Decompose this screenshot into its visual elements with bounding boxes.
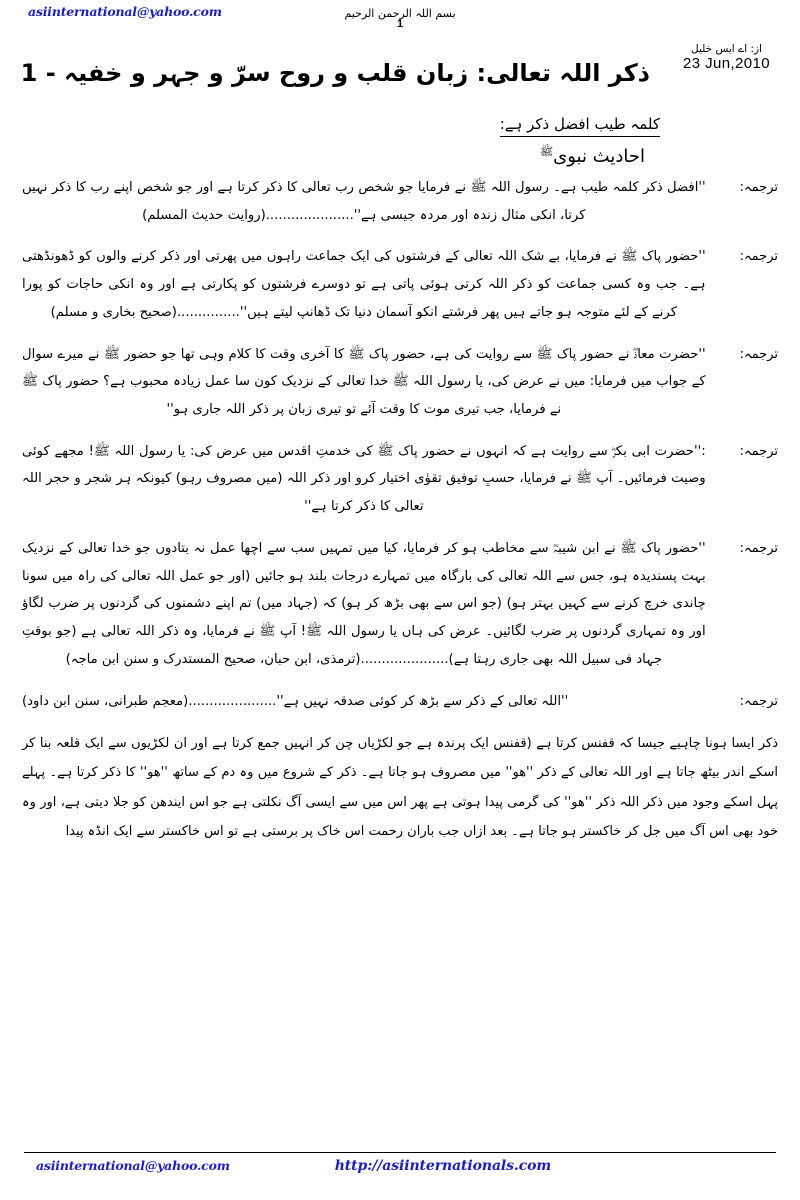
- subsection-heading: [0, 143, 800, 170]
- translation-label: ترجمہ:: [739, 693, 778, 709]
- translation-paragraph: [22, 341, 778, 424]
- translation-label: ترجمہ:: [739, 540, 778, 556]
- translation-label: ترجمہ:: [739, 443, 778, 459]
- translation-paragraph: [22, 243, 778, 326]
- bismillah-text: بسم اللہ الرحمن الرحیم: [344, 7, 456, 20]
- translation-text: ''حضور پاک ﷺ نے ابن شیبہؓ سے مخاطب ہو کر فرمایا، کیا میں تمہیں سب سے اچھا عمل نہ بتادوں جو خدا تعالی کے نزدیک بہت پسندیدہ ہو، جس سے اللہ تعالی کی بارگاہ میں تمہارے درجات بلند ہو جائیں (اور جو عمل اللہ تعالی کی راہ میں سونا چاندی خرچ کرنے سے کہیں بہتر ہو) (جو اس سے بھی بڑھ کر ہو) کہ (جہاد میں) تم اپنے دشمنوں کی گردنوں پر ضرب لگاؤ اور وہ تمہاری گردنوں پر ضرب لگائیں۔ عرض کی ہاں یا رسول اللہ ﷺ! آپ ﷺ نے فرمایا، وہ ذکر اللہ تعالی ہے (جو بوقتِ جہاد فی سبیل اللہ بھی جاری رہتا ہے).....................(ترمذی، ابن حبان، صحیح المستدرک و سنن ابن ماجہ): [22, 540, 706, 667]
- closing-paragraph: [22, 729, 778, 846]
- footer-divider: [24, 1152, 776, 1153]
- translation-text: ''حضور پاک ﷺ نے فرمایا، بے شک اللہ تعالی کے فرشتوں کی ایک جماعت راہوں میں پھرتی اور ذکر کرنے والوں کو ڈھونڈھتی ہے۔ جب وہ کسی جماعت کو ذکر اللہ کرتی ہوئی پاتی ہے تو دوسرے فرشتوں کو پکارتی ہے اور وہ انکی حاجات کو پورا کرنے کے لئے متوجہ ہو جاتے ہیں پھر فرشتے انکو آسمان دنیا تک ڈھانپ لیتے ہیں''...............(صحیح بخاری و مسلم): [22, 249, 706, 320]
- footer-email-address[interactable]: asiinternational@yahoo.com: [36, 1158, 230, 1173]
- translation-text: ''اللہ تعالی کے ذکر سے بڑھ کر کوئی صدقہ نہیں ہے''.....................(معجم طبرانی، سنن ابن داود): [22, 693, 569, 709]
- translation-paragraph: [22, 535, 778, 674]
- section-heading-label: کلمہ طیب افضل ذکر ہے:: [500, 114, 660, 137]
- translation-paragraph: [22, 688, 778, 716]
- translation-label: ترجمہ:: [739, 346, 778, 362]
- section-heading: [0, 114, 800, 137]
- closing-paragraph-text: ذکر ایسا ہونا چاہیے جیسا کہ قفنس کرتا ہے (قفنس ایک پرندہ ہے جو لکڑیاں چن کر انہیں جمع کرتا ہے اور ان لکڑیوں سے ایک قلعہ بنا کر اسکے اندر بیٹھ جاتا ہے اور اللہ تعالی کے ذکر ''ھو'' میں مصروف ہو جاتا ہے۔ ذکر کے شروع میں وہ دم کے ساتھ ''ھو'' کا ذکر کرتا ہے۔ پہلے پہل اسکے وجود میں ذکر اللہ ذکر ''ھو'' کی گرمی پیدا ہوتی ہے پھر اس میں سے ایسی آگ نکلتی ہے جو اس ایندھن کو جلا دیتی ہے، اور وہ خود بھی اس آگ میں جل کر خاکستر ہو جاتا ہے۔ بعد ازاں جب باران رحمت اس خاک پر برستی ہے تو اس خاکستر سے ایک انڈہ پیدا: [22, 736, 778, 839]
- document-body: [0, 170, 800, 846]
- sallallahu-alayhi-wasallam-icon: ﷺ: [539, 145, 554, 158]
- document-date: 23 Jun,2010: [683, 55, 770, 73]
- footer-website-url[interactable]: http://asiinternationals.com: [334, 1158, 552, 1174]
- page-header: [0, 0, 800, 40]
- title-block: [0, 42, 800, 104]
- footer-row: [24, 1158, 776, 1174]
- byline-author: از: اے ایس خلیل: [691, 43, 762, 55]
- byline: [683, 44, 770, 72]
- bismillah-block: [0, 2, 800, 30]
- page-title: ذکر اللہ تعالی: زبان قلب و روح سرّ و جہر و خفیہ - 1: [20, 59, 650, 87]
- page-footer: [0, 1152, 800, 1174]
- translation-paragraph: [22, 438, 778, 521]
- translation-text: ''حضرت معاذؓ نے حضور پاک ﷺ سے روایت کی ہے، حضور پاک ﷺ کا آخری وقت کا کلام وہی تھا جو حضور ﷺ نے میرے سوال کے جواب میں فرمایا: میں نے عرض کی، یا رسول اللہ ﷺ خدا تعالی کے نزدیک کون سا عمل زیادہ محبوب ہے؟ حضور پاک ﷺ نے فرمایا، جب تیری موت کا وقت آئے تو تیری زبان پر ذکر اللہ جاری ہو'': [22, 346, 706, 418]
- translation-label: ترجمہ:: [739, 180, 778, 195]
- translation-text: :''حضرت ابی بکرؓ سے روایت ہے کہ انہوں نے حضور پاک ﷺ کی خدمتِ اقدس میں عرض کی: یا رسول اللہ ﷺ! مجھے کوئی وصیت فرمائیں۔ آپ ﷺ نے فرمایا، حسبِ توفیق تقوٰی اختیار کرو اور ذکر اللہ (میں مصروف رہو) کیونکہ ہر شجر و حجر اللہ تعالی کا ذکر کرتا ہے'': [22, 443, 706, 515]
- translation-text: ''افضل ذکر کلمہ طیب ہے۔ رسول اللہ ﷺ نے فرمایا جو شخص رب تعالی کا ذکر کرتا ہے اور جو شخص اپنے رب کا ذکر نہیں کرتا، انکی مثال زندہ اور مردہ جیسی ہے''.....................(روایت حدیث المسلم): [22, 180, 706, 223]
- subsection-heading-label: احادیث نبوی: [553, 146, 645, 167]
- header-email-address[interactable]: asiinternational@yahoo.com: [28, 4, 222, 19]
- page-number: 1: [396, 18, 404, 30]
- translation-paragraph: [22, 174, 778, 229]
- translation-label: ترجمہ:: [739, 249, 778, 265]
